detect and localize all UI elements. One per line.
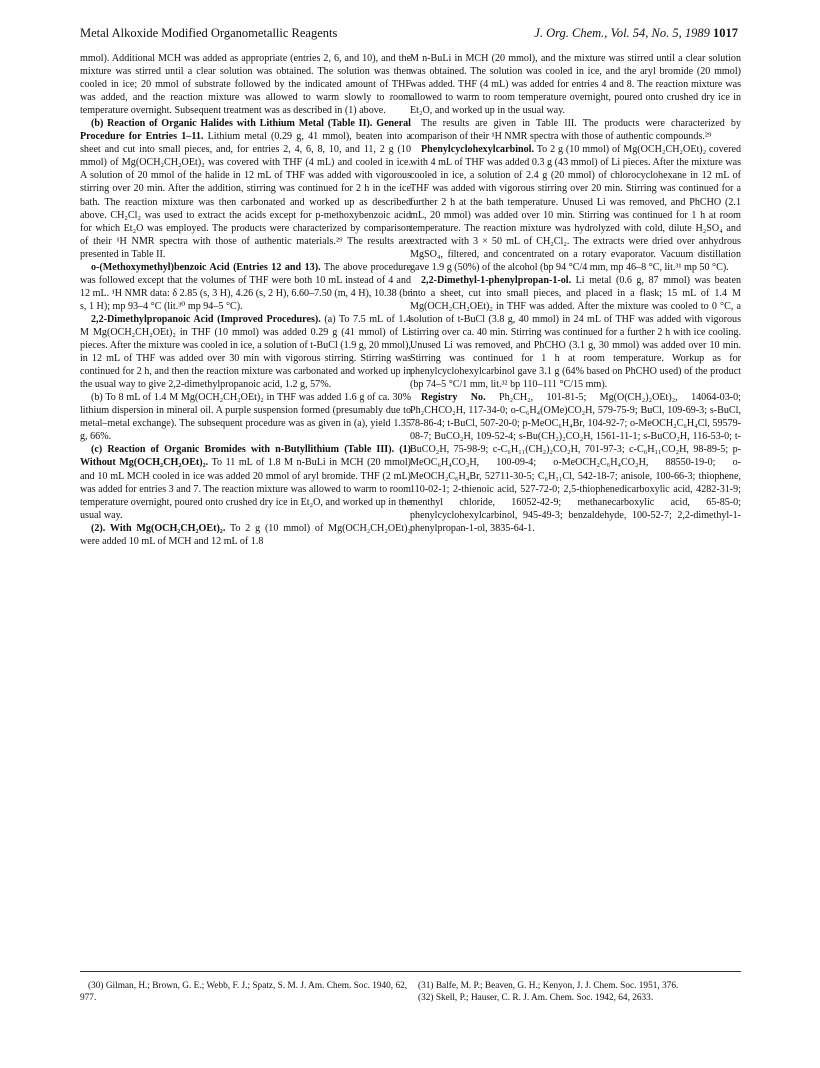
footnotes-right [410, 980, 741, 1004]
paragraph [80, 313, 411, 391]
footnotes-left [80, 980, 411, 1004]
section-heading: Phenylcyclohexylcarbinol. [421, 144, 534, 156]
footnote-32: (32) Skell, P.; Hauser, C. R. J. Am. Chem. Soc. 1942, 64, 2633. [418, 993, 654, 1003]
section-heading: (b) Reaction of Organic Halides with Lithium Metal (Table II). General Procedure for Entries 1–11. [80, 118, 411, 143]
section-heading: 2,2-Dimethylpropanoic Acid (Improved Procedures). [91, 313, 321, 325]
running-title: Metal Alkoxide Modified Organometallic Reagents [80, 26, 338, 40]
section-heading: (c) Reaction of Organic Bromides with n-Butyllithium (Table III). (1) Without Mg(OCH₂CH₂OEt)₂. [80, 444, 411, 469]
journal-citation [534, 26, 738, 41]
paragraph-text: (a) To 7.5 mL of 1.4 M Mg(OCH₂CH₂OEt)₂ in THF (10 mmol) was added 0.29 g (41 mmol) of Li pieces. After the mixture was cooled in ice, a solution of t-BuCl (1.9 g, 20 mmol), in 12 mL of THF was added over 30 min with vigorous stirring. Stirring was continued for 2 h, and then the reaction mixture was carbonated and worked up in the usual way to give 2,2-dimethylpropanoic acid, 1.2 g, 57%. [80, 313, 412, 391]
footnote-31: (31) Balfe, M. P.; Beaven, G. H.; Kenyon, J. J. Chem. Soc. 1951, 376. [418, 981, 679, 991]
paragraph [80, 522, 411, 548]
section-heading: 2,2-Dimethyl-1-phenylpropan-1-ol. [421, 274, 572, 286]
paragraph [410, 391, 741, 535]
paragraph [410, 143, 741, 273]
left-column [80, 52, 411, 548]
section-heading: o-(Methoxymethyl)benzoic Acid (Entries 12 and 13). [91, 261, 321, 273]
footnote-divider [80, 971, 411, 972]
paragraph [80, 261, 411, 313]
footnote-30: (30) Gilman, H.; Brown, G. E.; Webb, F. J.; Spatz, S. M. J. Am. Chem. Soc. 1940, 62, 977. [80, 981, 408, 1003]
paragraph-text: Lithium metal (0.29 g, 41 mmol), beaten into a sheet and cut into small pieces, and, for entries 2, 4, 6, 8, 10, and 11, 2 g (10 mmol) of Mg(OCH₂CH₂OEt)₂ was covered with THF (4 mL) and cooled in ice. A solution of 20 mmol of the halide in 12 mL of THF was added with vigorous stirring over 20 min. After the addition, stirring was continued for 2 h in the ice bath. The reaction mixture was then carbonated and worked up as described above. CH₂Cl₂ was used to extract the acids except for p-methoxybenzoic acid for which Et₂O was employed. The products were characterized by comparison of their ¹H NMR spectra with those of authentic materials.²⁹ The results are presented in Table II. [80, 131, 412, 260]
paragraph-text: To 2 g (10 mmol) of Mg(OCH₂CH₂OEt)₂ covered with 4 mL of THF was added 0.3 g (43 mmol) of Li pieces. After the mixture was cooled in ice, a solution of 2.4 g (20 mmol) of chlorocyclohexane in 12 mL of THF was added with vigorous stirring over 20 min. Stirring was continued for a further 2 h at the bath temperature. Unused Li was removed, and PhCHO (2.1 mL, 20 mmol) was added over 10 min. Stirring was continued for 1 h at room temperature. The reaction mixture was hydrolyzed with cold, dilute H₂SO₄ and extracted with 3 × 50 mL of CH₂Cl₂. The extracts were dried over anhydrous MgSO₄, filtered, and concentrated on a rotary evaporator. Vacuum distillation gave 1.9 g (50%) of the alcohol (bp 94 °C/4 mm, mp 46–8 °C, lit.³¹ mp 50 °C). [410, 144, 741, 273]
paragraph: (b) To 8 mL of 1.4 M Mg(OCH₂CH₂OEt)₂ in THF was added 1.6 g of ca. 30% lithium dispersion in mineral oil. A purple suspension formed (presumably due to metal–metal exchange). The subsequent procedure was as given in (a), yield 1.35 g, 66%. [80, 392, 411, 443]
page-number: 1017 [713, 26, 738, 40]
paragraph-text: The above procedure was followed except that the volumes of THF were both 10 mL instead of 4 and 12 mL. ¹H NMR data: δ 2.85 (s, 3 H), 4.26 (s, 2 H), 6.60–7.50 (m, 4 H), 10.38 (br s, 1 H); mp 93–4 °C (lit.³⁰ mp 94–5 °C). [80, 261, 411, 312]
paragraph [80, 117, 411, 261]
section-heading: (2). With Mg(OCH₂CH₂OEt)₂. [91, 522, 226, 534]
paragraph-text: Li metal (0.6 g, 87 mmol) was beaten into a sheet, cut into small pieces, and placed in a flask; 15 mL of 1.4 M Mg(OCH₂CH₂OEt)₂ in THF was added. After the mixture was cooled to 0 °C, a solution of t-BuCl (3.8 g, 40 mmol) in 24 mL of THF was added with vigorous stirring over ca. 40 min. Stirring was continued for a further 2 h with ice cooling. Unused Li was removed, and PhCHO (3.1 g, 30 mmol) was added over 10 min. Stirring was continued for 1 h at room temperature. Workup as for phenylcyclohexylcarbinol gave 3.1 g (64% based on PhCHO used) of the product (bp 74–5 °C/1 mm, lit.³² bp 110–111 °C/15 mm). [410, 274, 741, 391]
footnote-divider [410, 971, 741, 972]
paragraph: M n-BuLi in MCH (20 mmol), and the mixture was stirred until a clear solution was obtained. The solution was cooled in ice, and the aryl bromide (20 mmol) was added. THF (4 mL) was added for entries 4 and 8. The reaction mixture was allowed to warm to room temperature overnight, poured onto crushed dry ice in Et₂O, and worked up in the usual way. [410, 53, 741, 117]
volume-issue-year: Vol. 54, No. 5, 1989 [610, 26, 710, 40]
registry-text: Ph₂CH₂, 101-81-5; Mg(O(CH₂)₂OEt)₂, 14064-03-0; Ph₂CHCO₂H, 117-34-0; o-C₆H₄(OMe)CO₂H, 579-75-9; BuCl, 109-69-3; s-BuCl, 78-86-4; t-BuCl, 507-20-0; p-MeOC₆H₄Br, 104-92-7; o-MeOCH₂C₆H₄Cl, 59579-08-7; BuCO₂H, 109-52-4; s-Bu(CH₂)₂CO₂H, 1561-11-1; s-BuCO₂H, 116-53-0; t-BuCO₂H, 75-98-9; c-C₆H₁₁(CH₂)₂CO₂H, 701-97-3; c-C₆H₁₁CO₂H, 98-89-5; p-MeOC₆H₄CO₂H, 100-09-4; o-MeOCH₂C₆H₄CO₂H, 88550-19-0; o-MeOCH₂C₆H₄Br, 52711-30-5; C₆H₁₁Cl, 542-18-7; anisole, 100-66-3; thiophene, 110-02-1; 2-thienoic acid, 527-72-0; 2,5-thiophenedicarboxylic acid, 4282-31-9; menthyl chloride, 16052-42-9; methanecarboxylic acid, 65-85-0; phenylcyclohexylcarbinol, 945-49-3; benzaldehyde, 100-52-7; 2,2-dimethyl-1-phenylpropan-1-ol, 3835-64-1. [410, 392, 741, 534]
paragraph [410, 274, 741, 391]
right-column [410, 52, 741, 535]
paragraph [80, 443, 411, 521]
registry-heading: Registry No. [421, 392, 486, 404]
paragraph: mmol). Additional MCH was added as appropriate (entries 2, 6, and 10), and the mixture was stirred until a clear solution was obtained. The solution was then cooled in ice; 20 mmol of substrate followed by the indicated amount of THF was added, and the reaction mixture was allowed to warm slowly to room temperature overnight. Subsequent treatment was as described in (1) above. [80, 53, 411, 117]
journal-name: J. Org. Chem., [534, 26, 608, 40]
paragraph-text: To 11 mL of 1.8 M n-BuLi in MCH (20 mmol) and 10 mL MCH cooled in ice was added 20 mmol of aryl bromide. THF (2 mL) was added for entries 3 and 7. The reaction mixture was allowed to warm to room temperature overnight, poured onto crushed dry ice in Et₂O, and worked up in the usual way. [80, 457, 412, 521]
paragraph: The results are given in Table III. The products were characterized by comparison of their ¹H NMR spectra with those of authentic compounds.²⁹ [410, 118, 741, 143]
paragraph-text: To 2 g (10 mmol) of Mg(OCH₂CH₂OEt)₂ were added 10 mL of MCH and 12 mL of 1.8 [80, 522, 411, 547]
